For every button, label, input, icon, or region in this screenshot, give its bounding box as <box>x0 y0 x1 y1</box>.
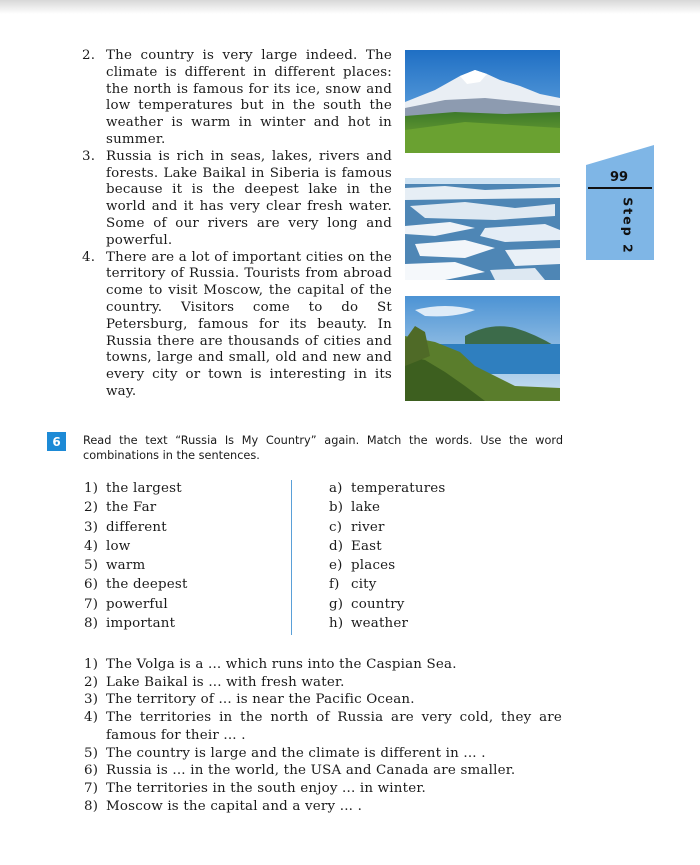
sentence-item <box>84 709 562 744</box>
list-item <box>329 518 446 537</box>
list-item <box>84 556 188 575</box>
paragraph-number: 2. <box>82 48 96 63</box>
column-divider <box>291 480 292 635</box>
list-item <box>329 575 446 594</box>
sentence-label: 6) <box>84 763 99 779</box>
sentence-text: The country is large and the climate is different in ... . <box>106 745 486 761</box>
list-item <box>329 537 446 556</box>
paragraph-text: Russia is rich in seas, lakes, rivers and forests. Lake Baikal in Siberia is famous because it is the deepest lake in the world and it has very clear fresh water. Some of our rivers are very long and powerful. <box>106 148 392 248</box>
item-label: h) <box>329 616 344 632</box>
sentence-item <box>84 691 562 709</box>
item-label: 4) <box>84 538 99 554</box>
sentence-list <box>84 656 562 815</box>
sentence-item <box>84 745 562 763</box>
item-label: e) <box>329 558 343 574</box>
list-item <box>84 537 188 556</box>
paragraph-3 <box>82 149 392 250</box>
sentence-label: 8) <box>84 798 99 814</box>
item-text: weather <box>351 616 409 632</box>
sentence-text: Moscow is the capital and a very ... . <box>106 798 363 814</box>
item-label: 7) <box>84 596 99 612</box>
item-text: important <box>106 616 176 632</box>
item-text: places <box>351 558 396 574</box>
sentence-text: The Volga is a ... which runs into the Caspian Sea. <box>106 657 457 672</box>
list-item <box>329 556 446 575</box>
item-text: city <box>351 577 377 593</box>
list-item <box>329 595 446 614</box>
list-item <box>84 518 188 537</box>
page-top-shadow <box>0 0 700 14</box>
item-text: temperatures <box>351 481 446 496</box>
paragraph-number: 4. <box>82 249 96 265</box>
item-label: g) <box>329 596 344 612</box>
list-item <box>84 614 188 633</box>
item-label: d) <box>329 538 344 554</box>
sentence-label: 3) <box>84 692 99 708</box>
item-label: c) <box>329 519 343 535</box>
paragraph-number: 3. <box>82 148 96 164</box>
item-text: the largest <box>106 481 182 496</box>
sentence-label: 1) <box>84 657 99 672</box>
item-text: lake <box>351 500 381 516</box>
item-label: 8) <box>84 616 99 632</box>
paragraph-4 <box>82 250 392 401</box>
exercise-instructions: Read the text “Russia Is My Country” again. Match the words. Use the word combinations in the sentences. <box>83 434 563 462</box>
item-label: b) <box>329 500 344 516</box>
sentence-text: The territory of ... is near the Pacific Ocean. <box>106 692 415 708</box>
sentence-item <box>84 798 562 816</box>
item-label: 5) <box>84 558 99 574</box>
paragraph-text: There are a lot of important cities on the territory of Russia. Tourists from abroad come to visit Moscow, the capital of the country. Visitors come to do St Petersburg, famous for its beauty. In Russia there are thousands of cities and towns, large and small, old and new and every city or town is interesting in its way. <box>106 249 392 399</box>
list-item <box>84 575 188 594</box>
list-item <box>329 614 446 633</box>
reading-text <box>82 48 392 401</box>
item-text: the deepest <box>106 577 188 593</box>
paragraph-2 <box>82 48 392 149</box>
sentence-text: The territories in the south enjoy ... in winter. <box>106 780 426 796</box>
sentence-label: 2) <box>84 674 99 690</box>
list-item <box>84 595 188 614</box>
item-text: different <box>106 519 167 535</box>
sentence-item <box>84 674 562 692</box>
list-item <box>84 479 188 498</box>
sentence-item <box>84 780 562 798</box>
word-list-right <box>329 479 446 633</box>
sentence-label: 7) <box>84 780 99 796</box>
sentence-text: Lake Baikal is ... with fresh water. <box>106 674 345 690</box>
item-text: powerful <box>106 596 168 612</box>
sentence-item <box>84 656 562 674</box>
sentence-item <box>84 762 562 780</box>
item-label: 3) <box>84 519 99 535</box>
item-text: country <box>351 596 405 612</box>
baikal-ice-photo <box>405 178 560 280</box>
sentence-text: Russia is ... in the world, the USA and Canada are smaller. <box>106 763 516 779</box>
sentence-label: 4) <box>84 710 99 726</box>
list-item <box>329 498 446 517</box>
sentence-text: The territories in the north of Russia are very cold, they are famous for their ... . <box>106 710 562 743</box>
exercise-number-badge: 6 <box>47 432 66 451</box>
list-item <box>84 498 188 517</box>
item-text: river <box>351 519 385 535</box>
paragraph-text: The country is very large indeed. The climate is different in different places: the north is famous for its ice, snow and low temperatures but in the south the weather is warm in winter and hot in summer. <box>106 48 392 147</box>
item-text: low <box>106 538 131 554</box>
item-label: 1) <box>84 481 99 496</box>
item-text: East <box>351 538 382 554</box>
page-number-rule <box>588 187 652 189</box>
item-text: the Far <box>106 500 157 516</box>
item-text: warm <box>106 558 146 574</box>
item-label: f) <box>329 577 340 593</box>
step-label: Step 2 <box>620 197 636 255</box>
mountain-photo <box>405 50 560 153</box>
coast-mountain-photo <box>405 296 560 401</box>
item-label: 6) <box>84 577 99 593</box>
page-number: 99 <box>609 170 629 185</box>
sentence-label: 5) <box>84 745 99 761</box>
item-label: 2) <box>84 500 99 516</box>
list-item <box>329 479 446 498</box>
word-list-left <box>84 479 188 633</box>
item-label: a) <box>329 481 343 496</box>
